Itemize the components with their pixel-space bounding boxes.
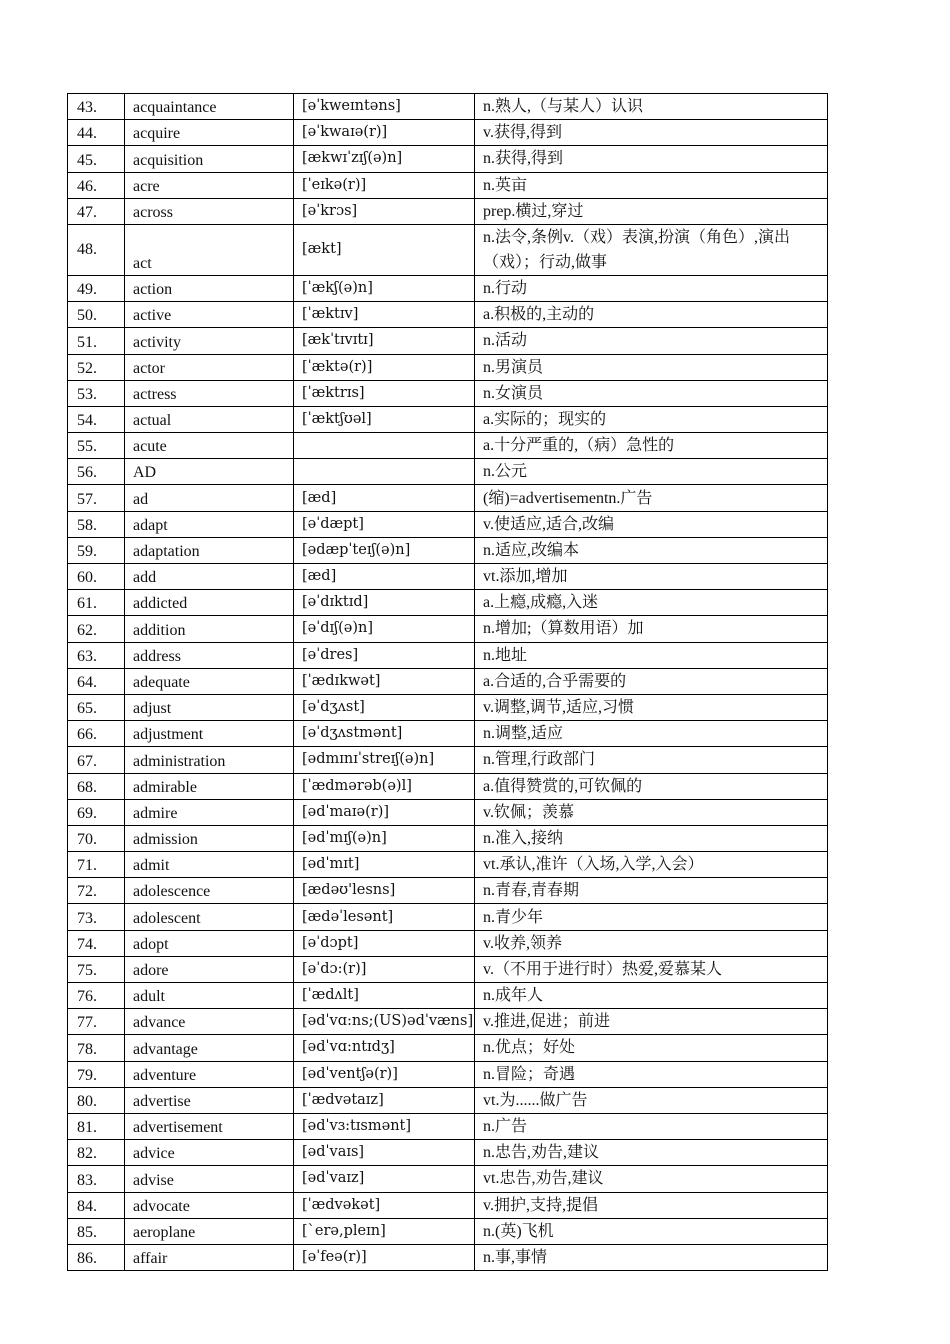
table-row <box>68 94 828 120</box>
entry-number: 58. <box>68 511 125 537</box>
entry-phonetic: [ədˈvɑ:ns;(US)ədˈvæns] <box>294 1009 475 1035</box>
table-row <box>68 433 828 459</box>
table-row <box>68 1244 828 1270</box>
entry-phonetic: [əˈdɪʃ(ə)n] <box>294 616 475 642</box>
entry-number: 50. <box>68 302 125 328</box>
entry-word: AD <box>125 459 294 485</box>
entry-meaning: n.女演员 <box>475 380 828 406</box>
entry-word: acute <box>125 433 294 459</box>
table-row <box>68 172 828 198</box>
entry-meaning: n.(英)飞机 <box>475 1218 828 1244</box>
table-row <box>68 511 828 537</box>
entry-number: 64. <box>68 668 125 694</box>
entry-meaning: n.地址 <box>475 642 828 668</box>
entry-meaning: n.熟人,（与某人）认识 <box>475 94 828 120</box>
table-row <box>68 1218 828 1244</box>
entry-number: 56. <box>68 459 125 485</box>
entry-phonetic <box>294 459 475 485</box>
entry-phonetic: [ədæpˈteɪʃ(ə)n] <box>294 537 475 563</box>
table-row <box>68 878 828 904</box>
entry-meaning: n.冒险；奇遇 <box>475 1061 828 1087</box>
entry-number: 79. <box>68 1061 125 1087</box>
table-row <box>68 1009 828 1035</box>
entry-meaning: n.调整,适应 <box>475 721 828 747</box>
entry-meaning: n.男演员 <box>475 354 828 380</box>
entry-number: 55. <box>68 433 125 459</box>
entry-meaning: n.法令,条例v.（戏）表演,扮演（角色）,演出（戏）；行动,做事 <box>475 224 828 275</box>
entry-number: 68. <box>68 773 125 799</box>
entry-phonetic: [ˈeɪkə(r)] <box>294 172 475 198</box>
entry-phonetic: [ˈæktʃʊəl] <box>294 406 475 432</box>
table-row <box>68 146 828 172</box>
entry-word: acquisition <box>125 146 294 172</box>
table-row <box>68 956 828 982</box>
entry-word: act <box>125 224 294 275</box>
entry-meaning: vt.添加,增加 <box>475 564 828 590</box>
entry-word: admire <box>125 799 294 825</box>
table-row <box>68 537 828 563</box>
table-row <box>68 564 828 590</box>
entry-meaning: a.积极的,主动的 <box>475 302 828 328</box>
entry-meaning: v.推进,促进；前进 <box>475 1009 828 1035</box>
entry-phonetic: [ədmɪnɪˈstreɪʃ(ə)n] <box>294 747 475 773</box>
entry-word: add <box>125 564 294 590</box>
entry-phonetic: [ædəˈlesənt] <box>294 904 475 930</box>
entry-phonetic: [əˈdɔ:(r)] <box>294 956 475 982</box>
entry-word: acquaintance <box>125 94 294 120</box>
entry-phonetic: [ˈædmərəb(ə)l] <box>294 773 475 799</box>
entry-word: adolescent <box>125 904 294 930</box>
entry-meaning: n.公元 <box>475 459 828 485</box>
entry-meaning: n.准入,接纳 <box>475 825 828 851</box>
table-row <box>68 1061 828 1087</box>
table-row <box>68 302 828 328</box>
entry-phonetic: [ædəʊ'lesns] <box>294 878 475 904</box>
table-row <box>68 590 828 616</box>
entry-number: 86. <box>68 1244 125 1270</box>
entry-word: actress <box>125 380 294 406</box>
entry-word: across <box>125 198 294 224</box>
table-row <box>68 120 828 146</box>
table-row <box>68 354 828 380</box>
entry-word: advise <box>125 1166 294 1192</box>
entry-number: 61. <box>68 590 125 616</box>
entry-meaning: v.调整,调节,适应,习惯 <box>475 694 828 720</box>
entry-meaning: a.上瘾,成瘾,入迷 <box>475 590 828 616</box>
entry-number: 77. <box>68 1009 125 1035</box>
entry-meaning: v.拥护,支持,提倡 <box>475 1192 828 1218</box>
entry-phonetic: [əˈdɔpt] <box>294 930 475 956</box>
entry-word: adjustment <box>125 721 294 747</box>
entry-meaning: n.广告 <box>475 1113 828 1139</box>
table-row <box>68 694 828 720</box>
entry-number: 67. <box>68 747 125 773</box>
entry-number: 48. <box>68 224 125 275</box>
entry-number: 80. <box>68 1087 125 1113</box>
entry-number: 47. <box>68 198 125 224</box>
entry-phonetic: [ədˈvaɪz] <box>294 1166 475 1192</box>
entry-number: 75. <box>68 956 125 982</box>
table-row <box>68 328 828 354</box>
entry-word: advocate <box>125 1192 294 1218</box>
table-row <box>68 747 828 773</box>
entry-phonetic: [ˈædvəkət] <box>294 1192 475 1218</box>
entry-number: 85. <box>68 1218 125 1244</box>
entry-word: addicted <box>125 590 294 616</box>
entry-word: aeroplane <box>125 1218 294 1244</box>
entry-meaning: a.合适的,合乎需要的 <box>475 668 828 694</box>
entry-phonetic: [ækˈtɪvɪtɪ] <box>294 328 475 354</box>
table-row <box>68 642 828 668</box>
entry-meaning: prep.横过,穿过 <box>475 198 828 224</box>
entry-number: 60. <box>68 564 125 590</box>
table-row <box>68 983 828 1009</box>
entry-phonetic: [əˈdɪktɪd] <box>294 590 475 616</box>
entry-word: adaptation <box>125 537 294 563</box>
entry-phonetic: [əˈfeə(r)] <box>294 1244 475 1270</box>
entry-number: 83. <box>68 1166 125 1192</box>
entry-meaning: n.忠告,劝告,建议 <box>475 1140 828 1166</box>
table-row <box>68 1192 828 1218</box>
entry-meaning: n.青少年 <box>475 904 828 930</box>
entry-number: 65. <box>68 694 125 720</box>
entry-number: 62. <box>68 616 125 642</box>
entry-meaning: n.活动 <box>475 328 828 354</box>
entry-meaning: n.成年人 <box>475 983 828 1009</box>
entry-phonetic: [ədˈmɪt] <box>294 852 475 878</box>
table-row <box>68 1166 828 1192</box>
entry-meaning: a.实际的；现实的 <box>475 406 828 432</box>
entry-phonetic: [ˈædvətaɪz] <box>294 1087 475 1113</box>
entry-number: 44. <box>68 120 125 146</box>
entry-phonetic: [ˈæktɪv] <box>294 302 475 328</box>
entry-number: 52. <box>68 354 125 380</box>
entry-phonetic: [ədˈmɪʃ(ə)n] <box>294 825 475 851</box>
entry-phonetic: [əˈdʒʌstmənt] <box>294 721 475 747</box>
entry-phonetic: [ədˈvɜ:tɪsmənt] <box>294 1113 475 1139</box>
entry-number: 53. <box>68 380 125 406</box>
entry-number: 82. <box>68 1140 125 1166</box>
entry-word: adjust <box>125 694 294 720</box>
entry-meaning: n.优点；好处 <box>475 1035 828 1061</box>
entry-number: 46. <box>68 172 125 198</box>
entry-phonetic: [ˈæktrɪs] <box>294 380 475 406</box>
entry-meaning: a.值得赞赏的,可钦佩的 <box>475 773 828 799</box>
entry-number: 76. <box>68 983 125 1009</box>
entry-word: admit <box>125 852 294 878</box>
entry-word: addition <box>125 616 294 642</box>
entry-meaning: vt.承认,准许（入场,入学,入会） <box>475 852 828 878</box>
entry-number: 43. <box>68 94 125 120</box>
entry-meaning: n.增加;（算数用语）加 <box>475 616 828 642</box>
entry-meaning: a.十分严重的,（病）急性的 <box>475 433 828 459</box>
entry-phonetic: [ˈædʌlt] <box>294 983 475 1009</box>
entry-number: 72. <box>68 878 125 904</box>
entry-meaning: v.（不用于进行时）热爱,爱慕某人 <box>475 956 828 982</box>
entry-meaning: n.事,事情 <box>475 1244 828 1270</box>
entry-phonetic <box>294 433 475 459</box>
entry-word: actor <box>125 354 294 380</box>
entry-word: advice <box>125 1140 294 1166</box>
entry-phonetic: [ækwɪˈzɪʃ(ə)n] <box>294 146 475 172</box>
entry-phonetic: [`erə,pleɪn] <box>294 1218 475 1244</box>
entry-word: adapt <box>125 511 294 537</box>
vocabulary-page <box>67 93 827 1271</box>
entry-number: 70. <box>68 825 125 851</box>
entry-word: affair <box>125 1244 294 1270</box>
entry-meaning: vt.为......做广告 <box>475 1087 828 1113</box>
table-row <box>68 904 828 930</box>
entry-number: 74. <box>68 930 125 956</box>
entry-number: 73. <box>68 904 125 930</box>
entry-number: 81. <box>68 1113 125 1139</box>
entry-meaning: n.获得,得到 <box>475 146 828 172</box>
table-row <box>68 773 828 799</box>
entry-meaning: v.钦佩；羡慕 <box>475 799 828 825</box>
entry-word: ad <box>125 485 294 511</box>
entry-word: adopt <box>125 930 294 956</box>
entry-number: 59. <box>68 537 125 563</box>
entry-meaning: n.英亩 <box>475 172 828 198</box>
entry-meaning: v.收养,领养 <box>475 930 828 956</box>
entry-number: 63. <box>68 642 125 668</box>
table-row <box>68 668 828 694</box>
entry-word: adventure <box>125 1061 294 1087</box>
entry-number: 49. <box>68 275 125 301</box>
vocabulary-table <box>67 93 828 1271</box>
table-row <box>68 406 828 432</box>
entry-word: adequate <box>125 668 294 694</box>
entry-word: address <box>125 642 294 668</box>
entry-word: admirable <box>125 773 294 799</box>
entry-phonetic: [æd] <box>294 485 475 511</box>
table-row <box>68 852 828 878</box>
entry-word: adult <box>125 983 294 1009</box>
entry-phonetic: [ˈæktə(r)] <box>294 354 475 380</box>
entry-word: active <box>125 302 294 328</box>
entry-number: 69. <box>68 799 125 825</box>
entry-meaning: n.行动 <box>475 275 828 301</box>
entry-phonetic: [əˈdæpt] <box>294 511 475 537</box>
entry-number: 54. <box>68 406 125 432</box>
table-row <box>68 380 828 406</box>
entry-phonetic: [əˈdʒʌst] <box>294 694 475 720</box>
entry-meaning: n.管理,行政部门 <box>475 747 828 773</box>
entry-number: 84. <box>68 1192 125 1218</box>
entry-word: adore <box>125 956 294 982</box>
entry-number: 78. <box>68 1035 125 1061</box>
entry-word: administration <box>125 747 294 773</box>
table-row <box>68 1140 828 1166</box>
table-row <box>68 825 828 851</box>
table-row <box>68 1087 828 1113</box>
table-row <box>68 721 828 747</box>
table-row <box>68 224 828 275</box>
entry-word: advantage <box>125 1035 294 1061</box>
entry-phonetic: [əˈkrɔs] <box>294 198 475 224</box>
table-row <box>68 1035 828 1061</box>
entry-phonetic: [əˈkwaɪə(r)] <box>294 120 475 146</box>
table-row <box>68 459 828 485</box>
entry-number: 51. <box>68 328 125 354</box>
vocabulary-table-body <box>68 94 828 1271</box>
table-row <box>68 930 828 956</box>
table-row <box>68 198 828 224</box>
entry-phonetic: [æd] <box>294 564 475 590</box>
entry-meaning: vt.忠告,劝告,建议 <box>475 1166 828 1192</box>
entry-word: admission <box>125 825 294 851</box>
entry-meaning: (缩)=advertisementn.广告 <box>475 485 828 511</box>
entry-meaning: n.青春,青春期 <box>475 878 828 904</box>
entry-phonetic: [ədˈmaɪə(r)] <box>294 799 475 825</box>
entry-number: 66. <box>68 721 125 747</box>
table-row <box>68 485 828 511</box>
entry-word: advertisement <box>125 1113 294 1139</box>
entry-phonetic: [əˈkweɪntəns] <box>294 94 475 120</box>
table-row <box>68 799 828 825</box>
entry-word: adolescence <box>125 878 294 904</box>
entry-phonetic: [ˈækʃ(ə)n] <box>294 275 475 301</box>
entry-word: actual <box>125 406 294 432</box>
entry-number: 57. <box>68 485 125 511</box>
entry-word: advance <box>125 1009 294 1035</box>
entry-word: acre <box>125 172 294 198</box>
entry-meaning: v.使适应,适合,改编 <box>475 511 828 537</box>
entry-phonetic: [ədˈvɑ:ntɪdʒ] <box>294 1035 475 1061</box>
entry-phonetic: [ækt] <box>294 224 475 275</box>
entry-phonetic: [əˈdres] <box>294 642 475 668</box>
entry-phonetic: [ˈædɪkwət] <box>294 668 475 694</box>
entry-meaning: v.获得,得到 <box>475 120 828 146</box>
entry-phonetic: [ədˈvaɪs] <box>294 1140 475 1166</box>
entry-word: advertise <box>125 1087 294 1113</box>
entry-number: 71. <box>68 852 125 878</box>
table-row <box>68 275 828 301</box>
table-row <box>68 616 828 642</box>
entry-number: 45. <box>68 146 125 172</box>
entry-word: activity <box>125 328 294 354</box>
entry-meaning: n.适应,改编本 <box>475 537 828 563</box>
entry-phonetic: [ədˈventʃə(r)] <box>294 1061 475 1087</box>
entry-word: action <box>125 275 294 301</box>
entry-word: acquire <box>125 120 294 146</box>
table-row <box>68 1113 828 1139</box>
